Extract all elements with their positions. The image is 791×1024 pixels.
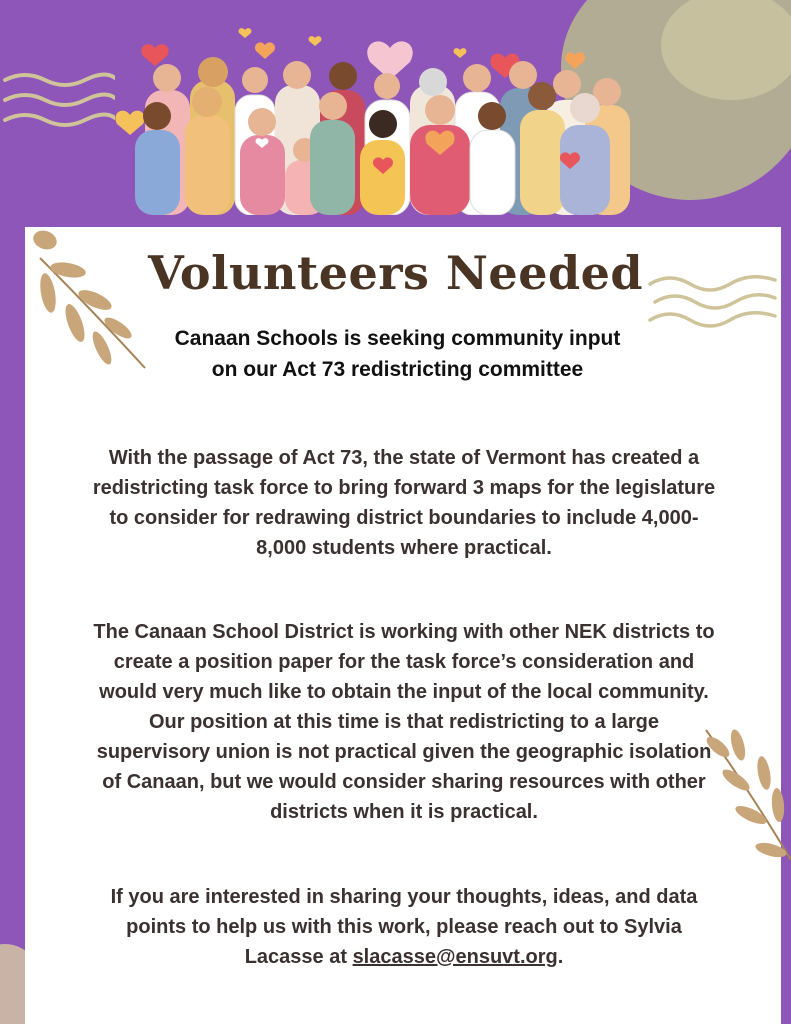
email-link[interactable]: slacasse@ensuvt.org — [352, 946, 558, 968]
page-title: Volunteers Needed — [147, 246, 644, 300]
subtitle: Canaan Schools is seeking community input on our Act 73 redistricting committee — [174, 327, 621, 381]
volunteer-crowd-illustration — [115, 20, 675, 215]
paragraph-act73: With the passage of Act 73, the state of Vermont has created a redistricting task force to bring forward 3 maps for the legislature to consider for redrawing district boundaries to include 4,000-8,000 students where practical. — [92, 447, 716, 559]
paragraph-position: The Canaan School District is working with other NEK districts to create a position paper for the task force’s consideration and would very much like to obtain the input of the local community. Our position at this time is that redistricting to a large supervisory union is not practical given the geographic isolation of Canaan, but we would consider sharing resources with other districts when it is practical. — [93, 621, 715, 823]
paragraph-contact — [90, 882, 718, 972]
contact-text: If you are interested in sharing your thoughts, ideas, and data points to help us with this work, please reach out to Sylvia Lacasse at — [110, 886, 698, 968]
contact-end: . — [557, 946, 564, 968]
wave-lines-icon — [0, 68, 115, 143]
